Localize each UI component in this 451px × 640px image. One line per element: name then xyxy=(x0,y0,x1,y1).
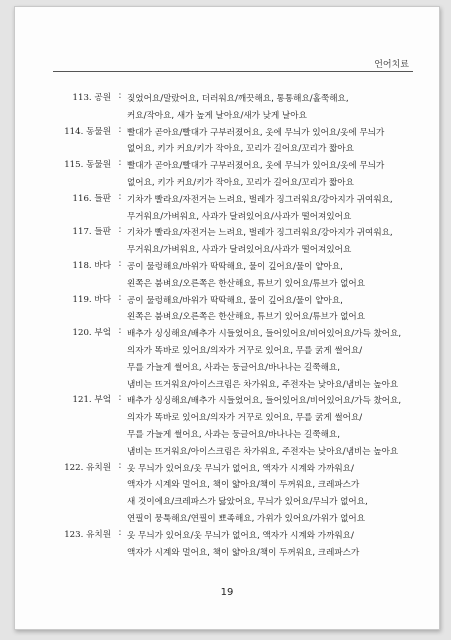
list-item xyxy=(59,259,439,293)
list-item xyxy=(59,293,439,327)
entry-line: 빨대가 곧아요/빨대가 구부러졌어요, 옷에 무늬가 있어요/옷에 무늬가 xyxy=(127,127,385,138)
list-item xyxy=(59,225,439,259)
page-number: 19 xyxy=(220,587,234,598)
entry-number: 122. xyxy=(64,462,84,473)
list-item xyxy=(59,461,439,528)
entry-line: 옷 무늬가 있어요/옷 무늬가 없어요, 액자가 시계와 가까워요/ xyxy=(127,530,354,541)
entry-colon: : xyxy=(118,258,122,269)
list-item xyxy=(59,528,439,562)
entry-label xyxy=(59,259,113,293)
entry-colon: : xyxy=(118,225,122,236)
entry-label xyxy=(59,393,113,460)
entry-number: 119. xyxy=(72,294,92,305)
list-item xyxy=(59,393,439,460)
entry-body xyxy=(127,125,439,159)
entry-number: 118. xyxy=(72,260,92,271)
entry-line: 배추가 싱싱해요/배추가 시들었어요, 들어있어요/비어있어요/가득 찼어요, xyxy=(127,329,402,340)
entry-number: 114. xyxy=(64,126,84,137)
entry-line: 짖었어요/말랐어요, 더러워요/깨끗해요, 통통해요/홀쭉해요, xyxy=(127,94,349,104)
entry-body xyxy=(127,393,439,460)
header-rule xyxy=(53,71,413,72)
entry-label xyxy=(59,192,113,226)
entry-term: 바다 xyxy=(94,260,111,271)
entry-line: 왼쪽은 붐벼요/오른쪽은 한산해요, 튜브기 있어요/튜브가 없어요 xyxy=(127,278,366,289)
entry-body xyxy=(127,461,439,528)
list-item xyxy=(59,192,439,226)
entry-line: 없어요, 키가 커요/키가 작아요, 꼬리가 길어요/꼬리가 짧아요 xyxy=(127,144,354,155)
entry-number: 115. xyxy=(64,160,84,171)
entry-label xyxy=(59,293,113,327)
entry-body xyxy=(127,326,439,393)
entry-line: 없어요, 키가 커요/키가 작아요, 꼬리가 길어요/꼬리가 짧아요 xyxy=(127,177,354,188)
entry-label xyxy=(59,528,113,562)
entry-body xyxy=(127,528,439,562)
entry-body xyxy=(127,158,439,192)
entry-line: 무를 가늘게 썰어요, 사과는 둥글어요/바나나는 길쭉해요, xyxy=(127,362,340,373)
entry-line: 왼쪽은 붐벼요/오른쪽은 한산해요, 튜브기 있어요/튜브가 없어요 xyxy=(127,312,366,323)
entry-body xyxy=(127,293,439,327)
entry-number: 116. xyxy=(72,193,92,204)
entry-line: 연필이 뭉툭해요/연필이 뾰족해요, 가위가 있어요/가위가 없어요 xyxy=(127,513,366,524)
entry-line: 빨대가 곧아요/빨대가 구부러졌어요, 옷에 무늬가 있어요/옷에 무늬가 xyxy=(127,161,385,172)
entry-number: 113. xyxy=(72,93,92,103)
entry-label xyxy=(59,158,113,192)
list-item xyxy=(59,158,439,192)
entry-line: 냄비는 뜨거워요/아이스크림은 차가워요, 주전자는 낮아요/냄비는 높아요 xyxy=(127,446,399,457)
entry-term: 공원 xyxy=(94,93,111,103)
entry-term: 들판 xyxy=(94,227,111,238)
entry-label xyxy=(59,461,113,528)
entry-line: 무를 가늘게 썰어요, 사과는 둥글어요/바나나는 길쭉해요, xyxy=(127,429,340,440)
entry-colon: : xyxy=(118,527,122,538)
entry-colon: : xyxy=(118,91,122,101)
entry-colon: : xyxy=(118,292,122,303)
entry-line: 기차가 빨라요/자전거는 느려요, 벌레가 징그러워요/강아지가 귀여워요, xyxy=(127,194,393,205)
entry-body xyxy=(127,91,439,125)
entry-label xyxy=(59,225,113,259)
entry-line: 옷 무늬가 있어요/옷 무늬가 없어요, 액자가 시계와 가까워요/ xyxy=(127,463,354,474)
entry-number: 120. xyxy=(72,328,92,339)
entry-term: 부엌 xyxy=(94,395,111,406)
entry-line: 공이 물렁해요/바위가 딱딱해요, 물이 깊어요/물이 얕아요, xyxy=(127,295,343,306)
entry-term: 유치원 xyxy=(86,462,111,473)
entry-line: 무거워요/가벼워요, 사과가 달려있어요/사과가 떨어져있어요 xyxy=(127,245,352,256)
entry-number: 123. xyxy=(64,529,84,540)
list-item xyxy=(59,91,439,125)
entry-colon: : xyxy=(118,158,122,169)
list-item xyxy=(59,125,439,159)
entry-line: 액자가 시계와 멀어요, 책이 얇아요/책이 두꺼워요, 크레파스가 xyxy=(127,547,360,558)
list-item xyxy=(59,326,439,393)
entry-line: 의자가 똑바로 있어요/의자가 거꾸로 있어요, 무를 굵게 썰어요/ xyxy=(127,345,363,356)
entry-line: 커요/작아요, 새가 높게 날아요/새가 낮게 날아요 xyxy=(127,110,307,121)
entry-line: 냄비는 뜨거워요/아이스크림은 차가워요, 주전자는 낮아요/냄비는 높아요 xyxy=(127,379,399,390)
entry-line: 배추가 싱싱해요/배추가 시들었어요, 들어있어요/비어있어요/가득 찼어요, xyxy=(127,396,402,407)
entry-colon: : xyxy=(118,124,122,135)
entry-number: 121. xyxy=(72,395,92,406)
entry-label xyxy=(59,326,113,393)
entry-label xyxy=(59,125,113,159)
entry-term: 동물원 xyxy=(86,160,111,171)
entry-line: 공이 물렁해요/바위가 딱딱해요, 물이 깊어요/물이 얕아요, xyxy=(127,261,343,272)
entry-line: 새 것이에요/크레파스가 닳았어요, 무늬가 있어요/무늬가 없어요, xyxy=(127,497,368,508)
entry-colon: : xyxy=(118,393,122,404)
entry-body xyxy=(127,192,439,226)
entry-term: 동물원 xyxy=(86,126,111,137)
entry-body xyxy=(127,259,439,293)
entry-term: 들판 xyxy=(94,193,111,204)
entry-body xyxy=(127,225,439,259)
entry-label xyxy=(59,91,113,125)
entry-list xyxy=(59,91,439,561)
entry-line: 기차가 빨라요/자전거는 느려요, 벌레가 징그러워요/강아지가 귀여워요, xyxy=(127,228,393,239)
entry-line: 의자가 똑바로 있어요/의자가 거꾸로 있어요, 무를 굵게 썰어요/ xyxy=(127,413,363,424)
entry-number: 117. xyxy=(72,227,92,238)
entry-term: 유치원 xyxy=(86,529,111,540)
entry-term: 바다 xyxy=(94,294,111,305)
entry-colon: : xyxy=(118,326,122,337)
entry-line: 무거워요/가벼워요, 사과가 달려있어요/사과가 떨어져있어요 xyxy=(127,211,352,222)
entry-term: 부엌 xyxy=(94,328,111,339)
entry-line: 액자가 시계와 멀어요, 책이 얇아요/책이 두꺼워요, 크레파스가 xyxy=(127,480,360,491)
entry-colon: : xyxy=(118,460,122,471)
document-page xyxy=(14,6,440,630)
entry-colon: : xyxy=(118,191,122,202)
running-header: 언어치료 xyxy=(374,60,409,70)
